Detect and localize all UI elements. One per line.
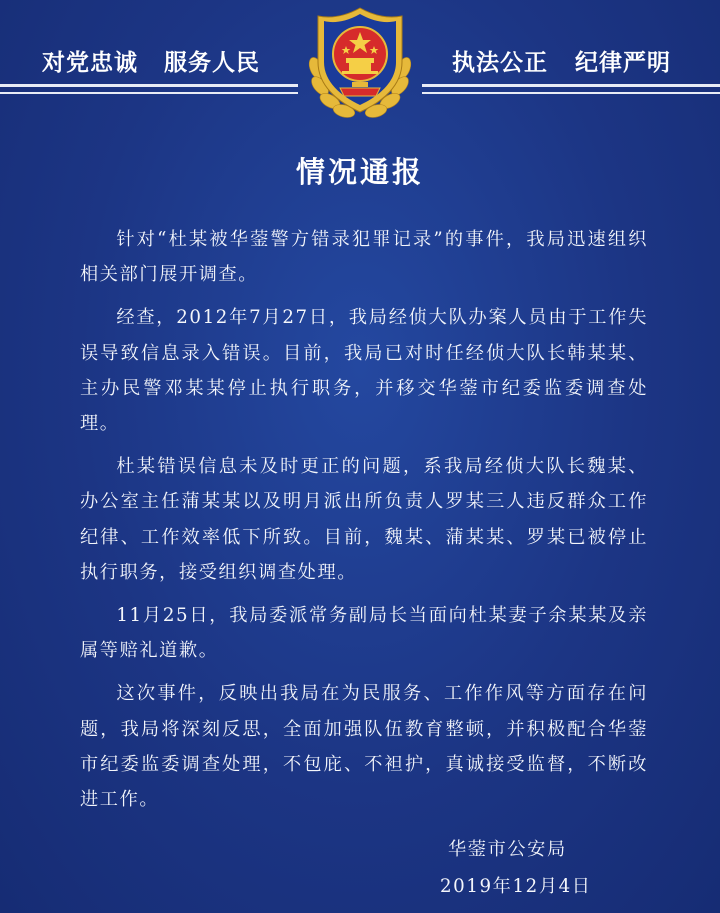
notice-paragraph-5: 这次事件，反映出我局在为民服务、工作作风等方面存在问题，我局将深刻反思，全面加强队伍教育整顿，并积极配合华蓥市纪委监委调查处理，不包庇、不袒护，真诚接受监督，不断改进工作。 — [80, 683, 648, 811]
notice-paragraph-2: 经查，2012年7月27日，我局经侦大队办案人员由于工作失误导致信息录入错误。目前，我局已对时任经侦大队长韩某某、主办民警邓某某停止执行职务，并移交华蓥市纪委监委调查处理。 — [80, 307, 648, 435]
notice-paragraph-3: 杜某错误信息未及时更正的问题，系我局经侦大队长魏某、办公室主任蒲某某以及明月派出所负责人罗某三人违反群众工作纪律、工作效率低下所致。目前，魏某、蒲某某、罗某已被停止执行职务，接受组织调查处理。 — [80, 456, 648, 583]
notice-paragraph-1: 针对“杜某被华蓥警方错录犯罪记录”的事件，我局迅速组织相关部门展开调查。 — [80, 229, 648, 286]
header-banner — [0, 0, 720, 130]
notice-title: 情况通报 — [295, 155, 424, 189]
police-emblem-icon — [300, 4, 420, 122]
issuer-signature: 华蓥市公安局 — [448, 839, 567, 860]
slogan-loyalty: 对党忠诚 — [42, 50, 138, 76]
notice-paragraph-4: 11月25日，我局委派常务副局长当面向杜某妻子余某某及亲属等赔礼道歉。 — [80, 605, 648, 662]
slogan-fair-law: 执法公正 — [452, 50, 548, 76]
issue-date: 2019年12月4日 — [440, 876, 592, 897]
left-stripe-top — [0, 84, 298, 87]
slogan-discipline: 纪律严明 — [575, 50, 671, 76]
notice-body — [80, 222, 648, 825]
right-stripe-bottom — [422, 92, 720, 94]
right-stripe-top — [422, 84, 720, 87]
left-stripe-bottom — [0, 92, 298, 94]
slogan-serve-people: 服务人民 — [164, 50, 260, 76]
